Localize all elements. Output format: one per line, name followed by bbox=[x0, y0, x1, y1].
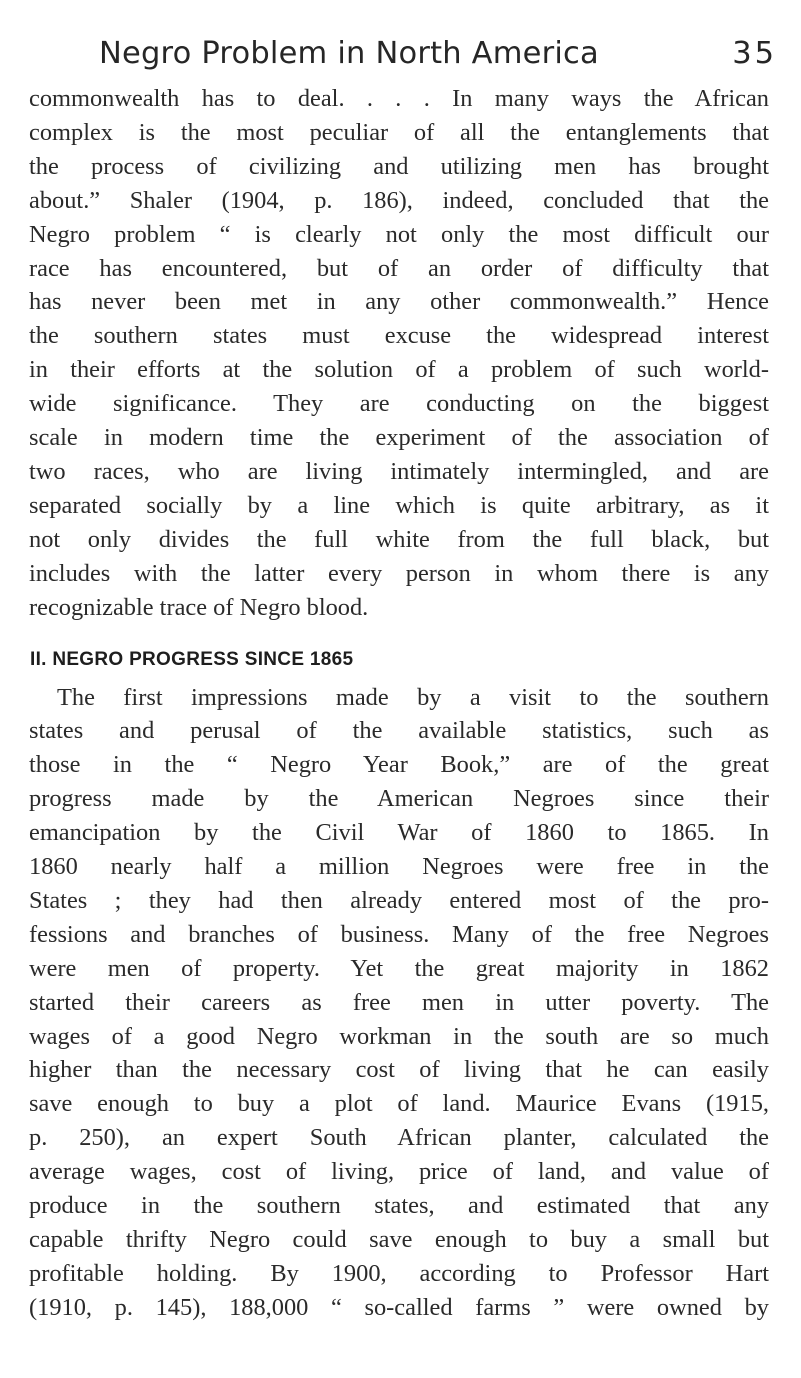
text-line: not only divides the full white from the full black, but bbox=[29, 525, 769, 553]
text-line: emancipation by the Civil War of 1860 to 1865. In bbox=[29, 819, 769, 847]
text-line: includes with the latter every person in whom there is any bbox=[29, 559, 769, 587]
text-line: The first impressions made by a visit to the southern bbox=[57, 683, 769, 711]
section-heading: II. NEGRO PROGRESS SINCE 1865 bbox=[30, 648, 354, 670]
text-line: p. 250), an expert South African planter, calculated the bbox=[29, 1124, 769, 1152]
text-line: the process of civilizing and utilizing men has brought bbox=[29, 152, 769, 180]
text-line: profitable holding. By 1900, according to Professor Hart bbox=[29, 1259, 769, 1287]
text-line: recognizable trace of Negro blood. bbox=[29, 593, 369, 621]
text-line: states and perusal of the available statistics, such as bbox=[29, 717, 769, 745]
text-line: two races, who are living intimately intermingled, and are bbox=[29, 457, 769, 485]
text-line: (1910, p. 145), 188,000 “ so-called farms ” were owned by bbox=[29, 1293, 769, 1321]
text-line: complex is the most peculiar of all the entanglements that bbox=[29, 118, 769, 146]
paragraph-commonwealth bbox=[29, 82, 769, 625]
text-line: separated socially by a line which is quite arbitrary, as it bbox=[29, 491, 769, 519]
running-head-title: Negro Problem in North America bbox=[99, 36, 599, 71]
text-line: has never been met in any other commonwealth.” Hence bbox=[29, 288, 769, 316]
text-line: wages of a good Negro workman in the south are so much bbox=[29, 1022, 769, 1050]
text-line: in their efforts at the solution of a problem of such world- bbox=[29, 356, 769, 384]
text-line: wide significance. They are conducting on the biggest bbox=[29, 390, 769, 418]
text-line: higher than the necessary cost of living that he can easily bbox=[29, 1056, 769, 1084]
text-line: produce in the southern states, and estimated that any bbox=[29, 1192, 769, 1220]
text-line: save enough to buy a plot of land. Maurice Evans (1915, bbox=[29, 1090, 769, 1118]
book-page bbox=[29, 0, 777, 1325]
text-line: about.” Shaler (1904, p. 186), indeed, concluded that the bbox=[29, 186, 769, 214]
text-line: fessions and branches of business. Many of the free Negroes bbox=[29, 920, 769, 948]
running-head bbox=[29, 0, 777, 82]
text-line: States ; they had then already entered most of the pro- bbox=[29, 886, 769, 914]
paragraph-negro-progress bbox=[29, 681, 769, 1325]
text-line: commonwealth has to deal. . . . In many ways the African bbox=[29, 85, 769, 112]
text-line: average wages, cost of living, price of land, and value of bbox=[29, 1158, 769, 1186]
text-line: capable thrifty Negro could save enough to buy a small but bbox=[29, 1226, 769, 1253]
text-line: 1860 nearly half a million Negroes were free in the bbox=[29, 853, 769, 881]
text-line: scale in modern time the experiment of the association of bbox=[29, 424, 769, 452]
text-line: race has encountered, but of an order of difficulty that bbox=[29, 254, 769, 282]
page-number: 35 bbox=[732, 36, 777, 71]
text-line: Negro problem “ is clearly not only the most difficult our bbox=[29, 220, 769, 248]
text-line: progress made by the American Negroes since their bbox=[29, 785, 769, 813]
text-line: the southern states must excuse the widespread interest bbox=[29, 322, 769, 350]
text-line: started their careers as free men in utter poverty. The bbox=[29, 988, 769, 1016]
text-line: were men of property. Yet the great majority in 1862 bbox=[29, 954, 769, 982]
text-line: those in the “ Negro Year Book,” are of the great bbox=[29, 751, 769, 779]
